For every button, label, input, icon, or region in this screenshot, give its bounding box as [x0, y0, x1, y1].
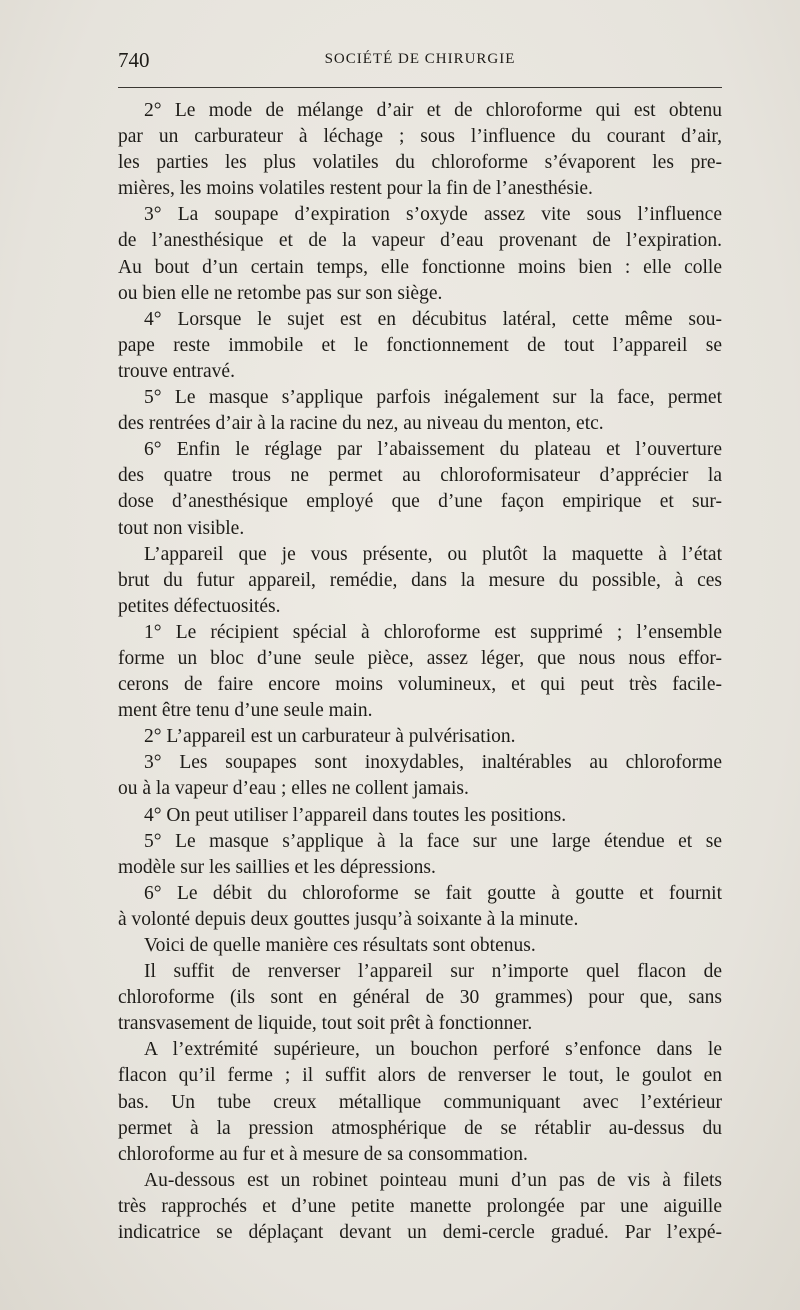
page-number: 740 — [118, 48, 150, 72]
text-line: indicatrice se déplaçant devant un demi-cercle gradué. Par l’expé- — [118, 1222, 722, 1244]
text-line: des rentrées d’air à la racine du nez, au niveau du menton, etc. — [118, 413, 604, 435]
text-line: flacon qu’il ferme ; il suffit alors de renverser le tout, le goulot en — [118, 1065, 722, 1087]
text-line: tout non visible. — [118, 517, 245, 539]
text-line: bas. Un tube creux métallique communiquant avec l’extérieur — [118, 1091, 722, 1113]
text-line: modèle sur les saillies et les dépressions. — [118, 856, 436, 878]
running-title: SOCIÉTÉ DE CHIRURGIE — [324, 51, 516, 67]
text-line: dose d’anesthésique employé que d’une façon empirique et sur- — [118, 491, 722, 513]
text-line: mières, les moins volatiles restent pour la fin de l’anesthésie. — [118, 178, 593, 200]
text-line: les parties les plus volatiles du chloroforme s’évaporent les pre- — [118, 152, 722, 174]
body-text — [118, 98, 722, 1246]
text-line: très rapprochés et d’une petite manette prolongée par une aiguille — [118, 1195, 722, 1217]
text-line: 6° Le débit du chloroforme se fait goutte à goutte et fournit — [144, 882, 722, 904]
text-line: 4° On peut utiliser l’appareil dans toutes les positions. — [144, 804, 567, 826]
text-line: 5° Le masque s’applique à la face sur une large étendue et se — [144, 830, 722, 852]
text-line: Il suffit de renverser l’appareil sur n’importe quel flacon de — [144, 961, 722, 983]
text-line: 1° Le récipient spécial à chloroforme est supprimé ; l’ensemble — [144, 621, 722, 643]
header-rule — [118, 87, 722, 88]
text-line: Au-dessous est un robinet pointeau muni d’un pas de vis à filets — [144, 1169, 722, 1191]
text-line: L’appareil que je vous présente, ou plutôt la maquette à l’état — [144, 543, 722, 565]
text-line: trouve entravé. — [118, 360, 235, 382]
text-line: Voici de quelle manière ces résultats sont obtenus. — [144, 935, 536, 956]
text-line: chloroforme (ils sont en général de 30 grammes) pour que, sans — [118, 987, 722, 1009]
text-line: par un carburateur à léchage ; sous l’influence du courant d’air, — [118, 126, 722, 148]
text-line: 3° Les soupapes sont inoxydables, inaltérables au chloroforme — [144, 752, 722, 774]
text-line: des quatre trous ne permet au chloroformisateur d’apprécier la — [118, 465, 722, 487]
text-line: chloroforme au fur et à mesure de sa consommation. — [118, 1143, 528, 1165]
text-line: A l’extrémité supérieure, un bouchon perforé s’enfonce dans le — [144, 1039, 722, 1061]
text-line: 2° Le mode de mélange d’air et de chloroforme qui est obtenu — [144, 100, 722, 121]
text-line: Au bout d’un certain temps, elle fonctionne moins bien : elle colle — [118, 256, 722, 278]
text-line: forme un bloc d’une seule pièce, assez léger, que nous nous effor- — [118, 647, 722, 669]
text-line: de l’anesthésique et de la vapeur d’eau provenant de l’expiration. — [118, 230, 722, 252]
text-line: brut du futur appareil, remédie, dans la mesure du possible, à ces — [118, 569, 722, 591]
text-line: ou à la vapeur d’eau ; elles ne collent jamais. — [118, 778, 469, 800]
text-line: pape reste immobile et le fonctionnement de tout l’appareil se — [118, 334, 722, 356]
text-line: 3° La soupape d’expiration s’oxyde assez vite sous l’influence — [144, 204, 722, 226]
text-line: à volonté depuis deux gouttes jusqu’à soixante à la minute. — [118, 908, 579, 930]
page-header — [118, 48, 722, 74]
text-line: ment être tenu d’une seule main. — [118, 700, 373, 722]
text-line: cerons de faire encore moins volumineux, et qui peut très facile- — [118, 674, 722, 696]
text-line: transvasement de liquide, tout soit prêt à fonctionner. — [118, 1013, 533, 1035]
text-line: permet à la pression atmosphérique de se rétablir au-dessus du — [118, 1117, 722, 1139]
text-line: petites défectuosités. — [118, 595, 281, 617]
text-line: ou bien elle ne retombe pas sur son siège. — [118, 282, 443, 304]
text-line: 6° Enfin le réglage par l’abaissement du plateau et l’ouverture — [144, 439, 722, 461]
text-line: 5° Le masque s’applique parfois inégalement sur la face, permet — [144, 387, 722, 409]
text-line: 4° Lorsque le sujet est en décubitus latéral, cette même sou- — [144, 308, 722, 330]
text-line: 2° L’appareil est un carburateur à pulvérisation. — [144, 726, 516, 748]
